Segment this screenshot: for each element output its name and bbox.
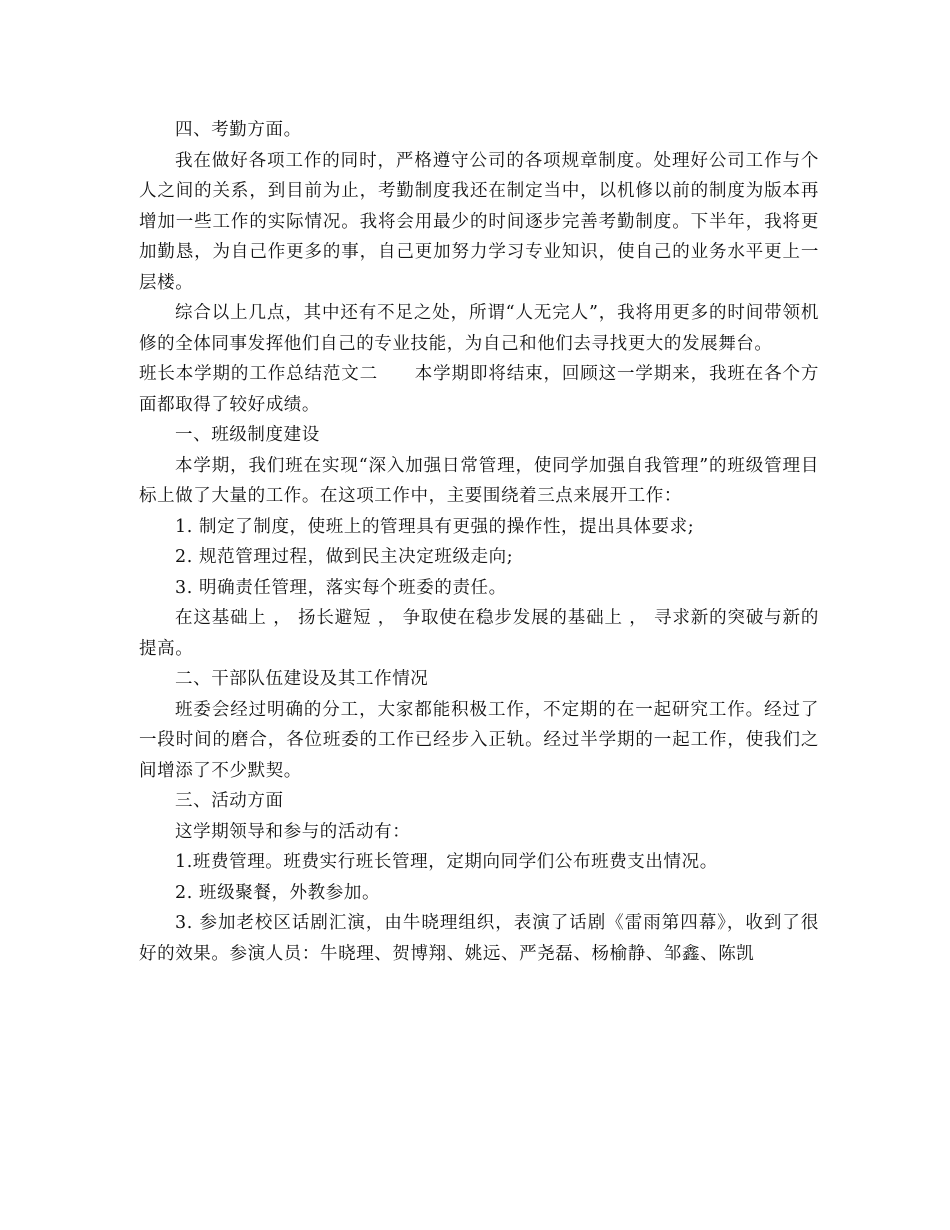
paragraph-activities-intro: 这学期领导和参与的活动有： xyxy=(175,821,411,842)
activity-item-1: 1.班费管理。班费实行班长管理，定期向同学们公布班费支出情况。 xyxy=(175,852,718,872)
heading-attendance: 四、考勤方面。 xyxy=(175,120,302,140)
paragraph-summary: 综合以上几点，其中还有不足之处，所谓“人无完人”，我将用更多的时间带领机修的全体同事发挥他们自己的专业技能，为自己和他们去寻找更大的发展舞台。 xyxy=(139,303,819,354)
paragraph-foundation: 在这基础上 ， 扬长避短 ， 争取使在稳步发展的基础上 ， 寻求新的突破与新的提高。 xyxy=(139,608,819,659)
document-body xyxy=(139,115,819,969)
paragraph-class-system: 本学期，我们班在实现“深入加强日常管理，使同学加强自我管理”的班级管理目标上做了大量的工作。在这项工作中，主要围绕着三点来展开工作： xyxy=(139,455,819,506)
list-item-3: 3. 明确责任管理，落实每个班委的责任。 xyxy=(175,577,507,598)
heading-activities: 三、活动方面 xyxy=(175,791,284,811)
heading-class-system: 一、班级制度建设 xyxy=(175,425,320,445)
heading-cadre: 二、干部队伍建设及其工作情况 xyxy=(175,669,429,689)
list-item-2: 2. 规范管理过程，做到民主决定班级走向; xyxy=(175,547,514,567)
activity-item-2: 2. 班级聚餐，外教参加。 xyxy=(175,882,381,903)
activity-item-3: 3. 参加老校区话剧汇演，由牛晓理组织，表演了话剧《雷雨第四幕》，收到了很好的效果。参演人员：牛晓理、贺博翔、姚远、严尧磊、杨榆静、邹鑫、陈凯 xyxy=(139,913,819,964)
list-item-1: 1. 制定了制度，使班上的管理具有更强的操作性，提出具体要求; xyxy=(175,516,695,537)
paragraph-cadre: 班委会经过明确的分工，大家都能积极工作，不定期的在一起研究工作。经过了一段时间的磨合，各位班委的工作已经步入正轨。经过半学期的一起工作，使我们之间增添了不少默契。 xyxy=(139,699,819,781)
paragraph-attendance: 我在做好各项工作的同时，严格遵守公司的各项规章制度。处理好公司工作与个人之间的关系，到目前为止，考勤制度我还在制定当中，以机修以前的制度为版本再增加一些工作的实际情况。我将会用最少的时间逐步完善考勤制度。下半年，我将更加勤恳，为自己作更多的事，自己更加努力学习专业知识，使自己的业务水平更上一层楼。 xyxy=(139,150,819,293)
paragraph-sample-two-intro: 班长本学期的工作总结范文二 本学期即将结束，回顾这一学期来，我班在各个方面都取得了较好成绩。 xyxy=(139,364,819,415)
